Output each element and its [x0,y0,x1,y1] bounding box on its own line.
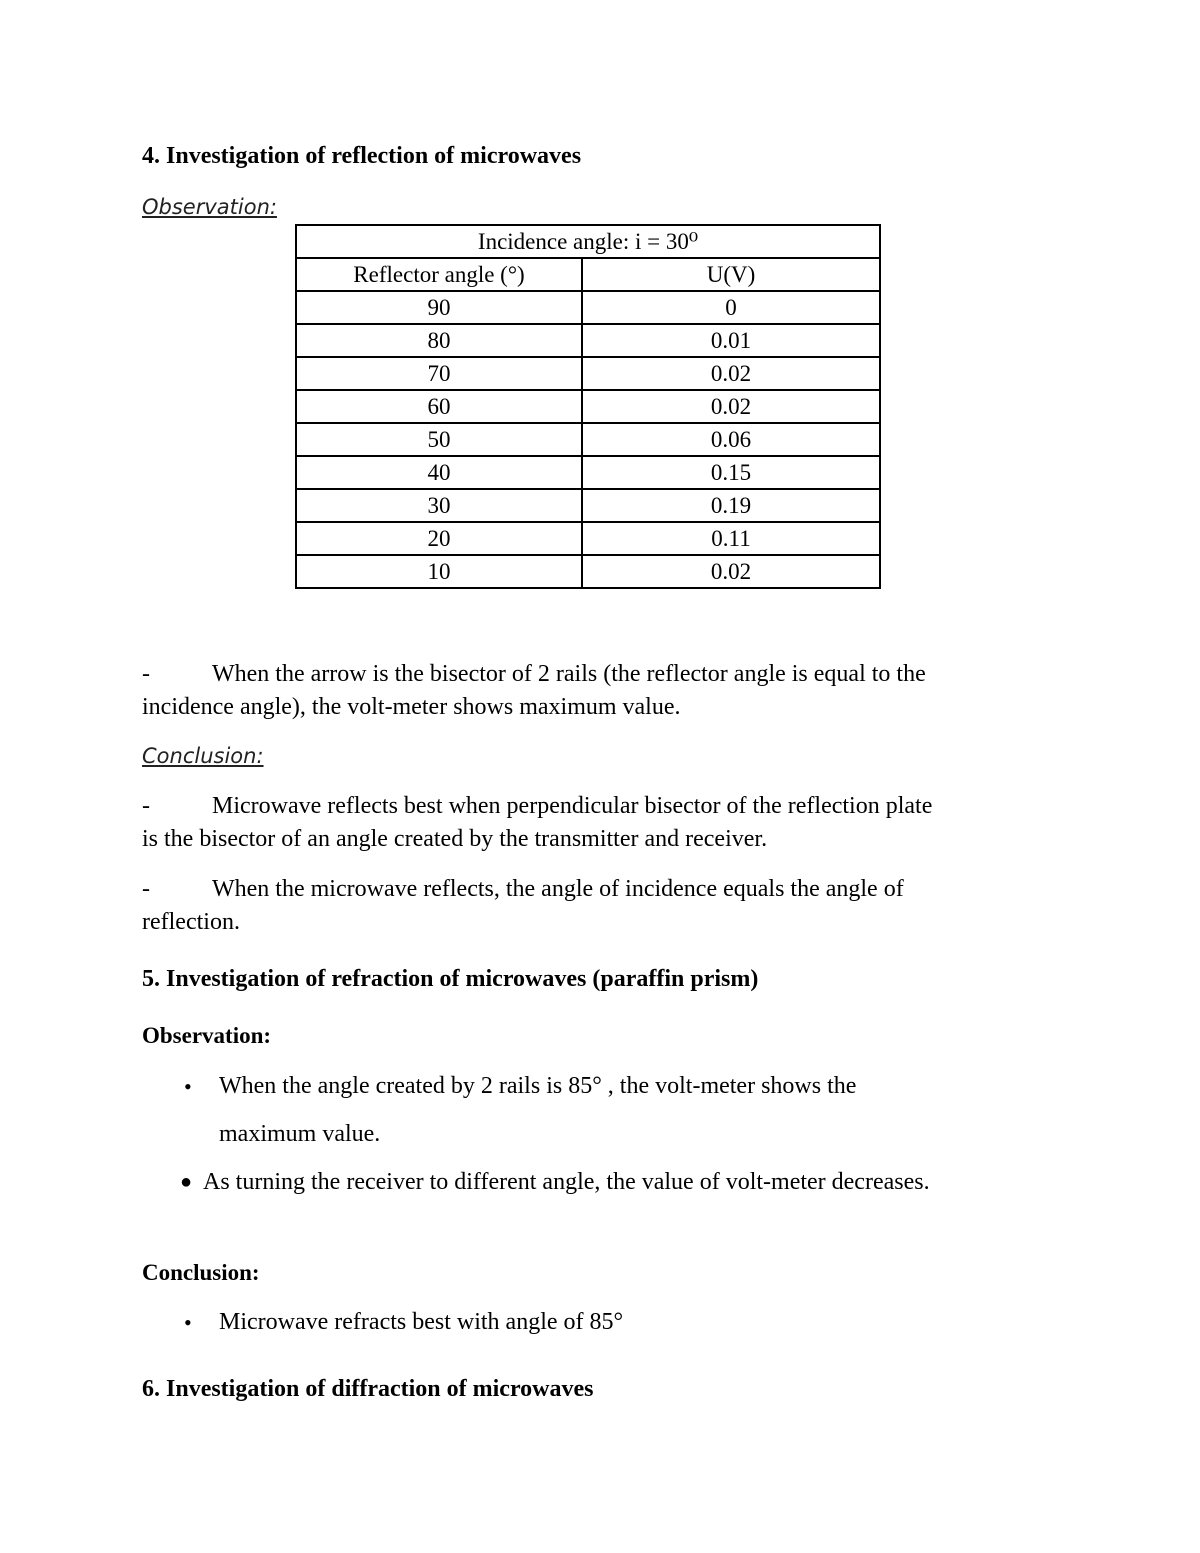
observation-label: Observation: [142,1023,272,1048]
table-caption: Incidence angle: i = 30⁰ [296,225,880,258]
table-cell-angle: 70 [296,357,582,390]
table-cell-voltage: 0.01 [582,324,880,357]
conclusion-dash: - [142,876,150,902]
table-cell-angle: 30 [296,489,582,522]
bullet-marker: • [184,1310,192,1335]
table-cell-voltage: 0.19 [582,489,880,522]
table-cell-voltage: 0.11 [582,522,880,555]
table-row [296,291,880,324]
table-cell-angle: 40 [296,456,582,489]
table-cell-voltage: 0.02 [582,390,880,423]
bullet-marker: • [184,1074,192,1099]
table-row [296,489,880,522]
conclusion-text-line2: is the bisector of an angle created by the transmitter and receiver. [142,826,768,852]
table-cell-angle: 60 [296,390,582,423]
observation-bullet-line1: When the angle created by 2 rails is 85° , the volt-meter shows the [219,1073,857,1099]
table-row [296,390,880,423]
table-cell-angle: 90 [296,291,582,324]
table-cell-angle: 50 [296,423,582,456]
observation-bullet-line2: maximum value. [219,1121,381,1147]
observation-dash: - [142,661,150,687]
table-cell-voltage: 0.02 [582,555,880,588]
table-caption-row [296,225,880,258]
conclusion-dash: - [142,793,150,819]
table-cell-angle: 80 [296,324,582,357]
conclusion-bullet-line1: Microwave refracts best with angle of 85° [219,1309,624,1335]
table-cell-voltage: 0.15 [582,456,880,489]
column-header-voltage: U(V) [582,258,880,291]
table-cell-angle: 10 [296,555,582,588]
table-cell-voltage: 0.06 [582,423,880,456]
table-row [296,324,880,357]
conclusion-label: Conclusion: [142,744,264,768]
conclusion-text-line2: reflection. [142,909,240,935]
bullet-marker: ● [180,1171,193,1193]
conclusion-label: Conclusion: [142,1260,260,1285]
table-row [296,456,880,489]
observation-bullet-line1: As turning the receiver to different angle, the value of volt-meter decreases. [203,1169,930,1195]
column-header-reflector-angle: Reflector angle (°) [296,258,582,291]
reflection-table [295,224,881,589]
section-4-heading: 4. Investigation of reflection of microwaves [142,143,582,169]
section-6-heading: 6. Investigation of diffraction of microwaves [142,1376,594,1402]
conclusion-text-line1: When the microwave reflects, the angle of incidence equals the angle of [212,876,904,902]
observation-text-line2: incidence angle), the volt-meter shows maximum value. [142,694,681,720]
table-cell-voltage: 0.02 [582,357,880,390]
table-cell-voltage: 0 [582,291,880,324]
table-row [296,423,880,456]
table-row [296,357,880,390]
conclusion-text-line1: Microwave reflects best when perpendicular bisector of the reflection plate [212,793,933,819]
table-row [296,555,880,588]
table-cell-angle: 20 [296,522,582,555]
observation-label: Observation: [142,195,277,219]
section-5-heading: 5. Investigation of refraction of microwaves (paraffin prism) [142,966,759,992]
observation-text-line1: When the arrow is the bisector of 2 rails (the reflector angle is equal to the [212,661,926,687]
table-row [296,522,880,555]
table-header-row [296,258,880,291]
